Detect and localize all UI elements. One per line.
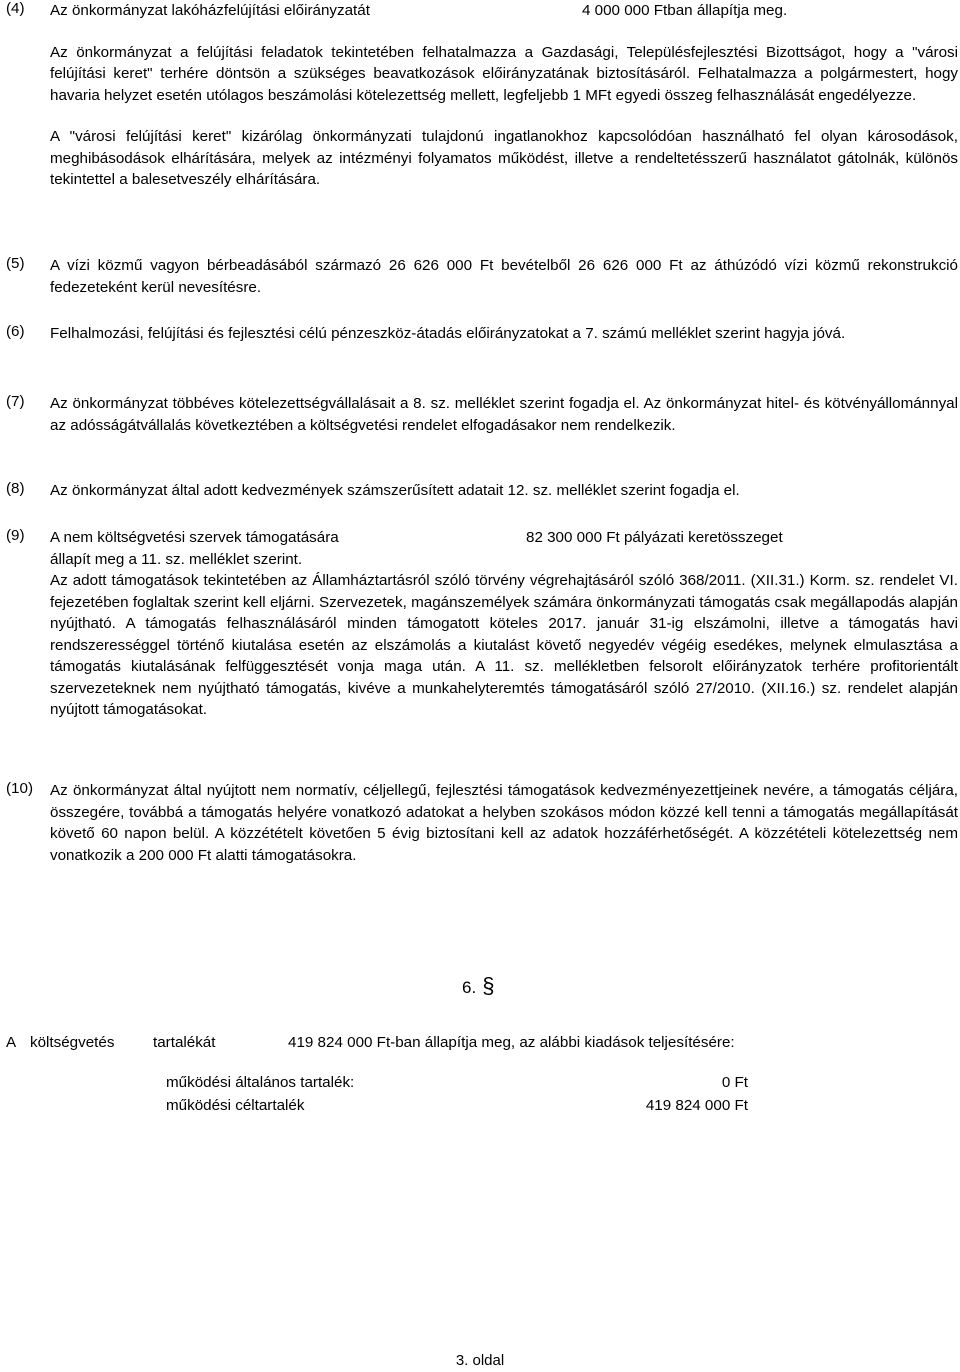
paragraph-text: A "városi felújítási keret" kizárólag önkormányzati tulajdonú ingatlanokhoz kapcsolódóan használható fel olyan károsodások, meghibásodások elhárítására, melyek az intézményi folyamatos működést, illetve a rendeltetésszerű használatot gátolnák, különös tekintettel a balesetveszély elhárítására. [50, 128, 958, 188]
paragraph-number: (8) [6, 480, 25, 497]
amount-text: 82 300 000 Ft pályázati keretösszeget [526, 529, 783, 546]
paragraph-9 [6, 527, 958, 721]
section-symbol: § [482, 973, 495, 998]
paragraph-text: Felhalmozási, felújítási és fejlesztési célú pénzeszköz-átadás előirányzatokat a 7. számú melléklet szerint hagyja jóvá. [50, 325, 846, 342]
paragraph-text: Az önkormányzat többéves kötelezettségvállalásait a 8. sz. melléklet szerint fogadja el. Az önkormányzat hitel- és kötvényállománnyal az adósságátvállalás következtében a költségvetési rendelet elfogadásakor nem rendelkezik. [50, 395, 958, 434]
reserve-statement [0, 1032, 960, 1054]
paragraph-number: (4) [6, 0, 25, 17]
reserve-value: 0 Ft [721, 1074, 748, 1091]
page-number: 3. oldal [455, 1352, 505, 1369]
reserve-word: költségvetés [30, 1034, 115, 1051]
reserve-value: 419 824 000 Ft [645, 1097, 748, 1114]
paragraph-number: (7) [6, 393, 25, 410]
paragraph-second-line [50, 549, 958, 571]
paragraph-number: (6) [6, 323, 25, 340]
paragraph-text: Az önkormányzat által nyújtott nem normatív, céljellegű, fejlesztési támogatások kedvezményezettjeinek nevére, a támogatás céljára, összegére, továbbá a támogatás helyére vonatkozó adatokat a helyben szokásos módon közzé kell tenni a támogatás megállapítását követő 60 napon belül. A közzétételt követően 5 évig biztosítani kell az adatok hozzáférhetőségét. A közzétételi kötelezettség nem vonatkozik a 200 000 Ft alatti támogatásokra. [50, 782, 958, 864]
paragraph-6 [6, 323, 958, 345]
paragraph-5 [6, 255, 958, 298]
line-text: A nem költségvetési szervek támogatására [50, 529, 339, 546]
paragraph-4 [6, 0, 958, 191]
reserve-word: tartalékát [153, 1034, 216, 1051]
reserve-amount-text: 419 824 000 Ft-ban állapítja meg, az alábbi kiadások teljesítésére: [288, 1034, 735, 1051]
section-number: 6. [462, 978, 477, 997]
reserve-row [0, 1072, 960, 1094]
amount-text: 4 000 000 Ftban állapítja meg. [582, 2, 788, 19]
paragraph-10 [6, 780, 958, 866]
paragraph-text: Az önkormányzat által adott kedvezmények számszerűsített adatait 12. sz. melléklet szerint fogadja el. [50, 482, 740, 499]
paragraph-first-line [50, 0, 958, 22]
paragraph-number: (5) [6, 255, 25, 272]
paragraph-8 [6, 480, 958, 502]
paragraph-number: (9) [6, 527, 25, 544]
reserve-label: működési általános tartalék: [166, 1074, 355, 1091]
paragraph-text: A vízi közmű vagyon bérbeadásából származó 26 626 000 Ft bevételből 26 626 000 Ft az áthúzódó vízi közmű rekonstrukció fedezeteként kerül nevesítésre. [50, 257, 958, 296]
paragraph-7 [6, 393, 958, 436]
section-heading [462, 973, 494, 999]
reserve-row [0, 1095, 960, 1117]
line-text: Az önkormányzat lakóházfelújítási előirányzatát [50, 2, 370, 19]
line-text: állapít meg a 11. sz. melléklet szerint. [50, 550, 303, 568]
reserve-word: A [6, 1034, 17, 1051]
reserve-label: működési céltartalék [166, 1097, 305, 1114]
paragraph-text: Az adott támogatások tekintetében az Államháztartásról szóló törvény végrehajtásáról szóló 368/2011. (XII.31.) Korm. sz. rendelet VI. fejezetében foglaltak szerint kell eljárni. Szervezetek, magánszemélyek számára önkormányzati támogatás csak megállapodás alapján nyújtható. A támogatás felhasználásáról minden támogatott köteles 2017. január 31-ig elszámolni, illetve a támogatás havi rendszerességgel történő kiutalása esetén az elszámolás a kiutalást követő negyedév végéig esedékes, melynek elmulasztása a támogatás kiutalásának felfüggesztését vonja maga után. A 11. sz. mellékletben felsorolt előirányzatok terhére profitorientált szervezeteknek nem nyújtható támogatás, kivéve a munkahelyteremtés támogatásáról szóló 27/2010. (XII.16.) sz. rendelet alapján nyújtott támogatásokat. [50, 572, 958, 718]
paragraph-number: (10) [6, 780, 34, 797]
paragraph-text: Az önkormányzat a felújítási feladatok tekintetében felhatalmazza a Gazdasági, Településfejlesztési Bizottságot, hogy a "városi felújítási keret" terhére döntsön a szükséges beavatkozások előirányzatának biztosításáról. Felhatalmazza a polgármestert, hogy havaria helyzet esetén utólagos beszámolási kötelezettség mellett, legfeljebb 1 MFt egyedi összeg felhasználását engedélyezze. [50, 43, 958, 104]
paragraph-first-line [50, 527, 958, 549]
